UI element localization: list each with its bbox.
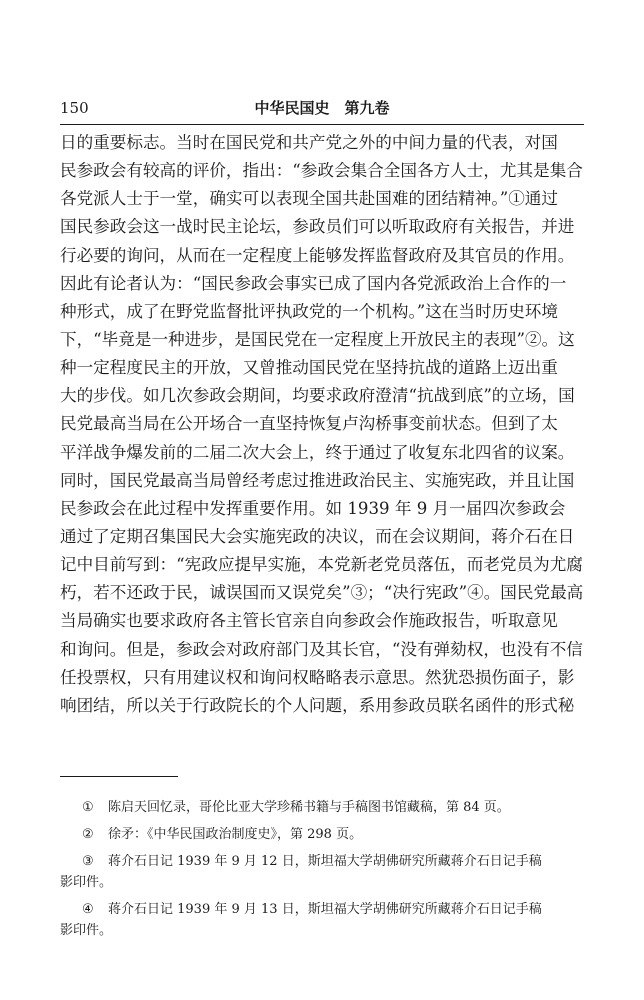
footnote-text: 蒋介石日记 1939 年 9 月 13 日，斯坦福大学胡佛研究所藏蒋介石日记手稿 (108, 902, 542, 917)
text-line: 通过了定期召集国民大会实施宪政的决议，而在会议期间，蒋介石在日 (60, 526, 575, 546)
footnote-rule (60, 776, 178, 777)
footnote-text: 蒋介石日记 1939 年 9 月 12 日，斯坦福大学胡佛研究所藏蒋介石日记手稿 (108, 854, 542, 869)
text-line: 记中目前写到：“宪政应提早实施，本党新老党员落伍，而老党员为尤腐 (60, 555, 583, 575)
footnote-text: 徐矛：《中华民国政治制度史》，第 298 页。 (108, 827, 363, 842)
text-line: 民党最高当局在公开场合一直坚持恢复卢沟桥事变前状态。但到了太 (60, 414, 558, 434)
footnote-text: 影印件。 (60, 875, 113, 890)
text-line: 民参政会在此过程中发挥重要作用。如 1939 年 9 月一届四次参政会 (60, 498, 566, 518)
footnote-text: 陈启天回忆录，哥伦比亚大学珍稀书籍与手稿图书馆藏稿，第 84 页。 (108, 800, 510, 815)
text-line: 响团结，所以关于行政院长的个人问题，系用参政员联名函件的形式秘 (60, 695, 575, 715)
footnotes (60, 797, 584, 941)
text-line: 种形式，成了在野党监督批评执政党的一个机构。”这在当时历史环境 (60, 301, 558, 321)
footnote-3 (60, 851, 584, 872)
text-line: 行必要的询问，从而在一定程度上能够发挥监督政府及其官员的作用。 (60, 245, 575, 265)
footnote-marker: ④ (82, 902, 94, 917)
text-line: 各党派人士于一堂，确实可以表现全国共赴国难的团结精神。”①通过 (60, 189, 558, 209)
footnote-4 (60, 899, 584, 920)
text-line: 日的重要标志。当时在国民党和共产党之外的中间力量的代表，对国 (60, 133, 558, 152)
footnote-marker: ① (82, 800, 94, 815)
footnote-3-continuation (60, 872, 584, 893)
footnote-1 (60, 797, 584, 818)
body-text (60, 129, 584, 720)
footnote-marker: ② (82, 827, 94, 842)
running-title: 中华民国史 第九卷 (254, 99, 390, 117)
text-line: 当局确实也要求政府各主管长官亲自向参政会作施政报告，听取意见 (60, 611, 558, 631)
text-line: 民参政会有较高的评价，指出：“参政会集合全国各方人士，尤其是集合 (60, 161, 583, 181)
text-line: 朽，若不还政于民，诚误国而又误党矣”③；“决行宪政”④。国民党最高 (60, 583, 584, 603)
footnote-text: 影印件。 (60, 923, 113, 938)
page-header (60, 98, 584, 122)
text-line: 国民参政会这一战时民主论坛，参政员们可以听取政府有关报告，并进 (60, 217, 575, 237)
text-line: 平洋战争爆发前的二届二次大会上，终于通过了收复东北四省的议案。 (60, 442, 575, 462)
text-line: 下，“毕竟是一种进步，是国民党在一定程度上开放民主的表现”②。这 (60, 329, 575, 349)
footnote-marker: ③ (82, 854, 94, 869)
footnote-4-continuation (60, 920, 584, 941)
text-line: 大的步伐。如几次参政会期间，均要求政府澄清“抗战到底”的立场，国 (60, 386, 575, 406)
text-line: 同时，国民党最高当局曾经考虑过推进政治民主、实施宪政，并且让国 (60, 470, 575, 490)
text-line: 任投票权，只有用建议权和询问权略略表示意思。然犹恐损伤面子，影 (60, 667, 575, 687)
text-line: 种一定程度民主的开放，又曾推动国民党在坚持抗战的道路上迈出重 (60, 358, 558, 378)
text-line: 和询问。但是，参政会对政府部门及其长官，“没有弹劾权，也没有不信 (60, 639, 583, 659)
footnote-2 (60, 824, 584, 845)
header-rule (60, 124, 584, 125)
text-line: 因此有论者认为：“国民参政会事实已成了国内各党派政治上合作的一 (60, 273, 567, 293)
page-number: 150 (60, 99, 89, 117)
